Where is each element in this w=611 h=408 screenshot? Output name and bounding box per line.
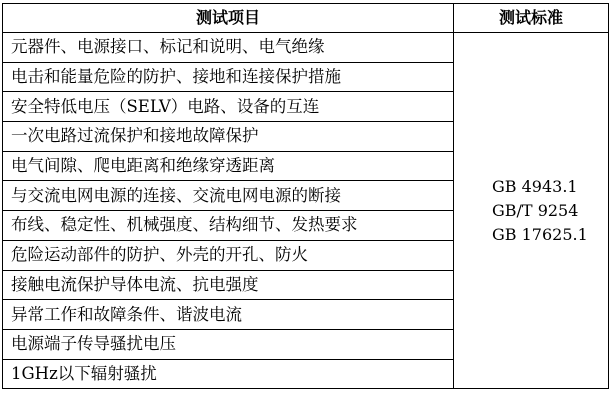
- test-item-cell: 1GHz以下辐射骚扰: [3, 359, 454, 389]
- header-test-items: 测试项目: [3, 4, 454, 33]
- table-row: [3, 33, 609, 63]
- test-item-cell: 与交流电网电源的连接、交流电网电源的断接: [3, 181, 454, 211]
- test-item-cell: 电气间隙、爬电距离和绝缘穿透距离: [3, 151, 454, 181]
- test-item-cell: 电源端子传导骚扰电压: [3, 329, 454, 359]
- test-table: [2, 3, 609, 389]
- test-item-cell: 布线、稳定性、机械强度、结构细节、发热要求: [3, 211, 454, 241]
- test-item-cell: 一次电路过流保护和接地故障保护: [3, 122, 454, 152]
- test-standard-cell: [454, 33, 609, 389]
- test-item-cell: 安全特低电压（SELV）电路、设备的互连: [3, 92, 454, 122]
- test-item-cell: 危险运动部件的防护、外壳的开孔、防火: [3, 240, 454, 270]
- test-item-cell: 接触电流保护导体电流、抗电强度: [3, 270, 454, 300]
- standard-gb-4943-1: GB 4943.1: [492, 176, 578, 196]
- test-item-cell: 异常工作和故障条件、谐波电流: [3, 300, 454, 330]
- test-item-cell: 元器件、电源接口、标记和说明、电气绝缘: [3, 33, 454, 63]
- table-header-row: [3, 4, 609, 33]
- standard-gb-t-9254: GB/T 9254: [492, 200, 579, 220]
- header-test-standard: 测试标准: [454, 4, 609, 33]
- standard-gb-17625-1: GB 17625.1: [492, 224, 588, 244]
- test-item-cell: 电击和能量危险的防护、接地和连接保护措施: [3, 62, 454, 92]
